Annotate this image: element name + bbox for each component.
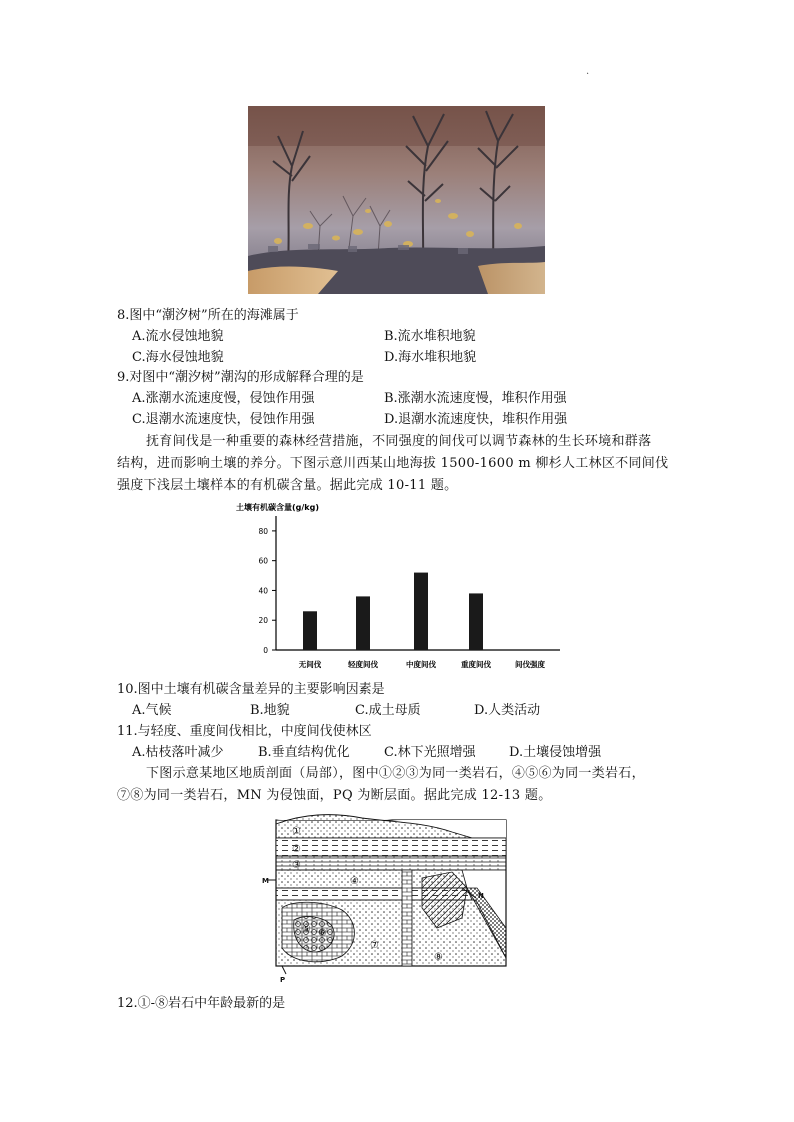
question-10-option-d: D.人类活动 xyxy=(474,703,541,718)
question-11-stem: 11.与轻度、重度间伐相比，中度间伐使林区 xyxy=(117,724,372,739)
chart-x-tick-label: 轻度间伐 xyxy=(348,660,378,669)
chart-bar xyxy=(469,593,483,650)
question-11-option-c: C.林下光照增强 xyxy=(384,745,476,760)
label-1: ① xyxy=(292,826,301,837)
question-9-stem: 9.对图中“潮汐树”潮沟的形成解释合理的是 xyxy=(117,370,364,385)
question-8-option-b: B.流水堆积地貌 xyxy=(384,329,476,344)
question-8-option-a: A.流水侵蚀地貌 xyxy=(132,329,224,344)
passage-1-line-3: 强度下浅层土壤样本的有机碳含量。据此完成 10-11 题。 xyxy=(117,478,458,493)
question-10-option-c: C.成土母质 xyxy=(355,703,421,718)
label-7: ⑦ xyxy=(370,940,379,951)
passage-1-line-1: 抚育间伐是一种重要的森林经营措施，不同强度的间伐可以调节森林的生长环境和群落 xyxy=(146,434,652,449)
question-10-option-a: A.气候 xyxy=(132,703,172,718)
question-11-option-b: B.垂直结构优化 xyxy=(258,745,350,760)
chart-y-tick-label: 60 xyxy=(258,556,268,566)
chart-bar xyxy=(303,611,317,650)
marker-n: N xyxy=(478,892,484,900)
label-4: ④ xyxy=(350,876,359,887)
organic-carbon-bar-chart xyxy=(230,494,575,674)
chart-x-axis-label: 间伐强度 xyxy=(515,660,545,669)
question-10-stem: 10.图中土壤有机碳含量差异的主要影响因素是 xyxy=(117,682,385,697)
question-10-option-b: B.地貌 xyxy=(250,703,290,718)
question-8-option-c: C.海水侵蚀地貌 xyxy=(132,350,224,365)
chart-x-tick-label: 无间伐 xyxy=(298,660,322,669)
chart-y-axis-label: 土壤有机碳含量(g/kg) xyxy=(236,503,320,512)
question-8-stem: 8.图中“潮汐树”所在的海滩属于 xyxy=(117,308,299,323)
chart-y-tick-label: 40 xyxy=(258,586,268,596)
question-9-option-a: A.涨潮水流速度慢，侵蚀作用强 xyxy=(132,391,315,406)
question-9-option-c: C.退潮水流速度快，侵蚀作用强 xyxy=(132,412,315,427)
chart-y-tick-label: 20 xyxy=(258,616,268,626)
passage-2-line-1: 下图示意某地区地质剖面（局部），图中①②③为同一类岩石，④⑤⑥为同一类岩石， xyxy=(146,766,645,781)
geologic-cross-section xyxy=(262,808,524,986)
marker-m: M xyxy=(262,877,269,885)
chart-y-tick-label: 80 xyxy=(258,526,268,536)
chart-x-tick-label: 中度间伐 xyxy=(406,660,436,669)
question-9-option-d: D.退潮水流速度快，堆积作用强 xyxy=(384,412,568,427)
passage-2-line-2: ⑦⑧为同一类岩石，MN 为侵蚀面，PQ 为断层面。据此完成 12-13 题。 xyxy=(117,788,552,803)
chart-bar xyxy=(356,596,370,650)
label-3: ③ xyxy=(292,860,301,871)
question-9-option-b: B.涨潮水流速度慢，堆积作用强 xyxy=(384,391,567,406)
passage-1-line-2: 结构，进而影响土壤的养分。下图示意川西某山地海拔 1500-1600 m 柳杉人工林区不同间伐 xyxy=(117,456,669,471)
question-11-option-a: A.枯枝落叶减少 xyxy=(132,745,224,760)
chart-bar xyxy=(414,573,428,650)
marker-p: P xyxy=(280,976,286,984)
label-6: ⑥ xyxy=(318,928,327,939)
tidal-tree-photo xyxy=(248,106,545,294)
page-mark: . xyxy=(586,66,590,77)
chart-y-tick-label: 0 xyxy=(263,646,268,655)
chart-x-tick-label: 重度间伐 xyxy=(461,660,491,669)
label-2: ② xyxy=(292,844,301,855)
question-8-option-d: D.海水堆积地貌 xyxy=(384,350,477,365)
question-11-option-d: D.土壤侵蚀增强 xyxy=(509,745,602,760)
label-8: ⑧ xyxy=(434,952,443,963)
question-12-stem: 12.①-⑧岩石中年龄最新的是 xyxy=(117,996,286,1011)
label-5: ⑤ xyxy=(302,924,311,935)
